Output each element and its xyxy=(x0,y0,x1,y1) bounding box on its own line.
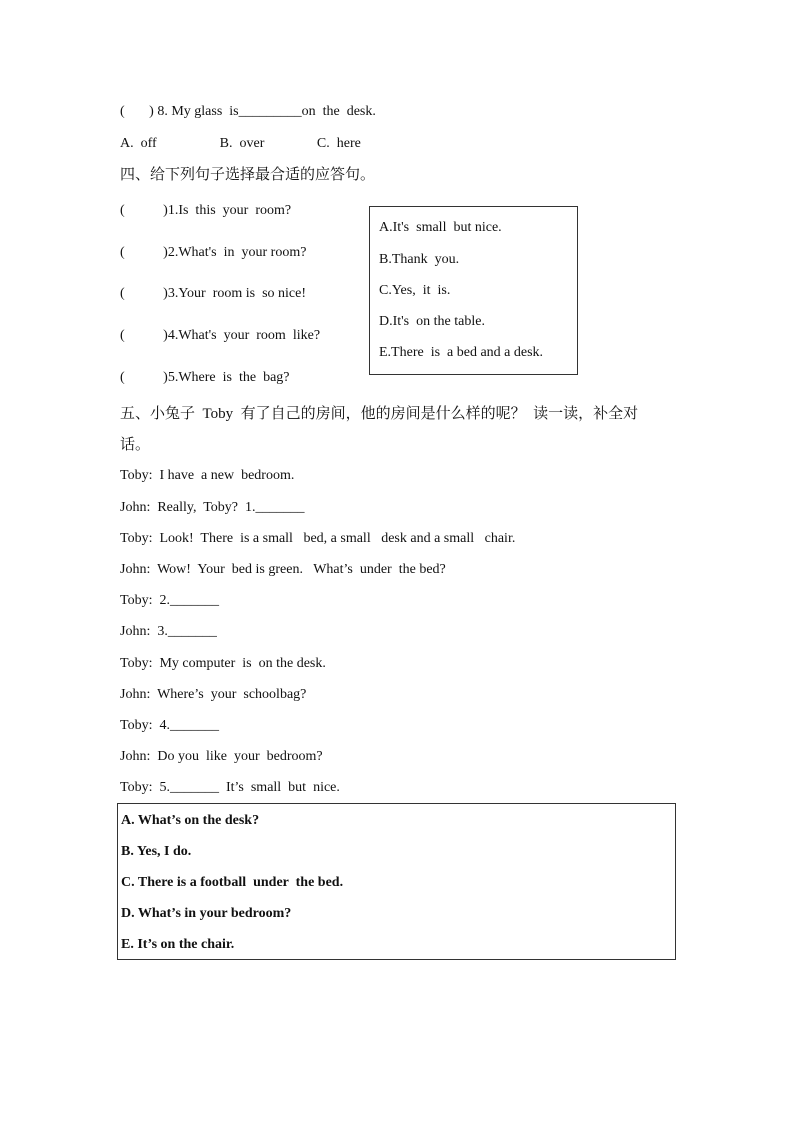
dialogue-line-9: Toby: 4._______ xyxy=(120,718,219,733)
section-4-question-5: ( )5.Where is the bag? xyxy=(120,370,290,385)
section-5-heading-cont: 话。 xyxy=(120,437,151,453)
section-4-question-4: ( )4.What's your room like? xyxy=(120,328,321,343)
dialogue-line-7: Toby: My computer is on the desk. xyxy=(120,656,326,671)
section-5-answer-a: A. What’s on the desk? xyxy=(121,813,260,828)
dialogue-line-2: John: Really, Toby? 1._______ xyxy=(120,500,305,515)
dialogue-line-5: Toby: 2._______ xyxy=(120,593,219,608)
section-5-heading: 五、小兔子 Toby 有了自己的房间，他的房间是什么样的呢？ 读一读，补全对 xyxy=(120,406,639,422)
section-4-heading: 四、给下列句子选择最合适的应答句。 xyxy=(120,167,376,183)
question-8-stem: ( ) 8. My glass is_________on the desk. xyxy=(120,104,376,119)
dialogue-line-4: John: Wow! Your bed is green. What’s under the bed? xyxy=(120,562,446,577)
section-4-question-2: ( )2.What's in your room? xyxy=(120,245,307,260)
dialogue-line-8: John: Where’s your schoolbag? xyxy=(120,687,307,702)
question-8-options: A. off B. over C. here xyxy=(120,136,361,151)
section-4-answer-b: B.Thank you. xyxy=(379,252,460,267)
section-4-answer-a: A.It's small but nice. xyxy=(379,220,502,235)
section-5-answer-d: D. What’s in your bedroom? xyxy=(121,906,292,921)
section-5-answer-c: C. There is a football under the bed. xyxy=(121,875,344,890)
section-5-answer-box xyxy=(117,803,676,960)
dialogue-line-1: Toby: I have a new bedroom. xyxy=(120,468,295,483)
section-5-answer-e: E. It’s on the chair. xyxy=(121,937,235,952)
section-5-answer-b: B. Yes, I do. xyxy=(121,844,192,859)
dialogue-line-6: John: 3._______ xyxy=(120,624,217,639)
section-4-answer-e: E.There is a bed and a desk. xyxy=(379,345,544,360)
section-4-question-3: ( )3.Your room is so nice! xyxy=(120,286,307,301)
dialogue-line-11: Toby: 5._______ It’s small but nice. xyxy=(120,780,340,795)
section-4-question-1: ( )1.Is this your room? xyxy=(120,203,292,218)
section-4-answer-d: D.It's on the table. xyxy=(379,314,485,329)
section-4-answer-box xyxy=(369,206,578,375)
dialogue-line-3: Toby: Look! There is a small bed, a small desk and a small chair. xyxy=(120,531,516,546)
section-4-answer-c: C.Yes, it is. xyxy=(379,283,451,298)
dialogue-line-10: John: Do you like your bedroom? xyxy=(120,749,323,764)
